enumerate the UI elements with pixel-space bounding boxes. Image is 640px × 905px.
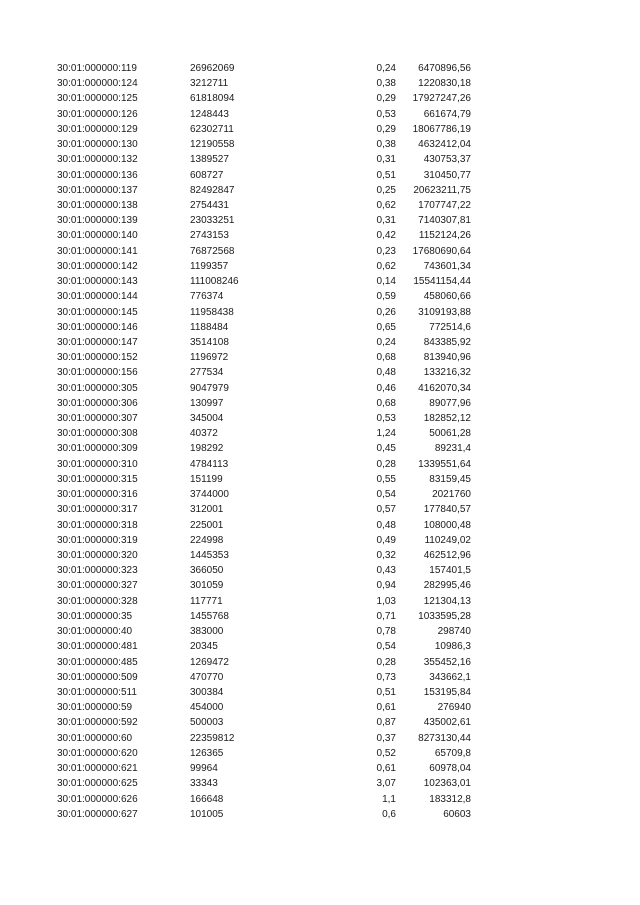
value-cell: 661674,79 <box>423 108 471 120</box>
cadastral-id-cell: 30:01:000000:140 <box>57 230 138 242</box>
cadastral-id-cell: 30:01:000000:317 <box>57 504 138 516</box>
area-cell: 76872568 <box>190 245 235 257</box>
table-row <box>0 381 640 396</box>
value-cell: 157401,5 <box>429 565 471 577</box>
cadastral-id-cell: 30:01:000000:625 <box>57 778 138 790</box>
table-row <box>0 624 640 639</box>
cadastral-id-cell: 30:01:000000:125 <box>57 93 138 105</box>
rate-cell: 0,87 <box>376 717 396 729</box>
value-cell: 282995,46 <box>423 580 471 592</box>
area-cell: 345004 <box>190 413 224 425</box>
rate-cell: 0,73 <box>376 671 396 683</box>
table-row <box>0 487 640 502</box>
rate-cell: 0,14 <box>376 276 396 288</box>
cadastral-id-cell: 30:01:000000:318 <box>57 519 138 531</box>
value-cell: 18067786,19 <box>412 123 471 135</box>
value-cell: 298740 <box>437 626 471 638</box>
table-row <box>0 426 640 441</box>
area-cell: 61818094 <box>190 93 235 105</box>
rate-cell: 0,31 <box>376 154 396 166</box>
cadastral-id-cell: 30:01:000000:60 <box>57 732 133 744</box>
area-cell: 1445353 <box>190 550 229 561</box>
value-cell: 102363,01 <box>423 778 471 790</box>
rate-cell: 1,24 <box>376 428 396 440</box>
table-row <box>0 441 640 456</box>
cadastral-id-cell: 30:01:000000:511 <box>57 686 137 698</box>
value-cell: 843385,92 <box>423 336 471 348</box>
cadastral-id-cell: 30:01:000000:310 <box>57 458 138 470</box>
value-cell: 83159,45 <box>429 473 471 485</box>
rate-cell: 0,51 <box>376 169 396 181</box>
value-cell: 1033595,28 <box>418 610 471 622</box>
table-row <box>0 365 640 380</box>
cadastral-id-cell: 30:01:000000:141 <box>57 245 138 257</box>
rate-cell: 0,48 <box>376 519 396 531</box>
cadastral-id-cell: 30:01:000000:59 <box>57 702 133 714</box>
table-row <box>0 122 640 137</box>
cadastral-id-cell: 30:01:000000:309 <box>57 443 138 455</box>
table-row <box>0 168 640 183</box>
rate-cell: 0,71 <box>376 610 396 622</box>
area-cell: 33343 <box>190 778 218 790</box>
area-cell: 22359812 <box>190 732 235 744</box>
area-cell: 300384 <box>190 686 224 698</box>
rate-cell: 0,29 <box>376 123 396 135</box>
value-cell: 813940,96 <box>423 352 471 364</box>
cadastral-id-cell: 30:01:000000:126 <box>57 108 138 120</box>
value-cell: 4162070,34 <box>418 382 471 394</box>
area-cell: 2754431 <box>190 199 229 211</box>
table-row <box>0 502 640 517</box>
table-row <box>0 807 640 822</box>
rate-cell: 0,51 <box>376 686 396 698</box>
rate-cell: 0,54 <box>376 489 396 501</box>
rate-cell: 0,55 <box>376 473 396 485</box>
value-cell: 17680690,64 <box>412 245 471 257</box>
table-row <box>0 700 640 715</box>
cadastral-id-cell: 30:01:000000:136 <box>57 169 138 181</box>
area-cell: 126365 <box>190 747 224 759</box>
area-cell: 454000 <box>190 702 224 714</box>
value-cell: 133216,32 <box>423 367 471 379</box>
cadastral-id-cell: 30:01:000000:145 <box>57 306 138 318</box>
value-cell: 8273130,44 <box>418 732 471 744</box>
table-row <box>0 198 640 213</box>
rate-cell: 0,62 <box>376 199 396 211</box>
cadastral-id-cell: 30:01:000000:119 <box>57 63 137 74</box>
cadastral-id-cell: 30:01:000000:132 <box>57 154 138 166</box>
cadastral-id-cell: 30:01:000000:620 <box>57 747 138 759</box>
rate-cell: 0,38 <box>376 139 396 151</box>
table-row <box>0 244 640 259</box>
area-cell: 4784113 <box>190 458 229 470</box>
area-cell: 166648 <box>190 793 224 805</box>
rate-cell: 0,53 <box>376 413 396 425</box>
rate-cell: 1,03 <box>376 595 396 607</box>
value-cell: 10986,3 <box>434 641 471 653</box>
area-cell: 151199 <box>190 473 223 485</box>
value-cell: 4632412,04 <box>418 139 471 151</box>
area-cell: 225001 <box>190 519 224 531</box>
area-cell: 130997 <box>190 397 224 409</box>
value-cell: 110249,02 <box>424 534 471 546</box>
area-cell: 11958438 <box>190 306 234 318</box>
rate-cell: 0,61 <box>376 702 396 714</box>
cadastral-id-cell: 30:01:000000:307 <box>57 413 138 425</box>
cadastral-id-cell: 30:01:000000:147 <box>57 336 138 348</box>
table-row <box>0 335 640 350</box>
rate-cell: 0,68 <box>376 352 396 364</box>
value-cell: 435002,61 <box>423 717 471 729</box>
table-row <box>0 655 640 670</box>
rate-cell: 0,45 <box>376 443 396 455</box>
rate-cell: 0,24 <box>376 63 396 74</box>
area-cell: 101005 <box>190 808 224 820</box>
cadastral-id-cell: 30:01:000000:481 <box>57 641 138 653</box>
rate-cell: 0,32 <box>376 550 396 561</box>
value-cell: 458060,66 <box>423 291 471 303</box>
cadastral-id-cell: 30:01:000000:621 <box>57 763 138 775</box>
area-cell: 82492847 <box>190 184 235 196</box>
rate-cell: 0,23 <box>376 245 396 257</box>
cadastral-id-cell: 30:01:000000:328 <box>57 595 138 607</box>
table-row <box>0 152 640 167</box>
area-cell: 312001 <box>190 504 224 516</box>
value-cell: 20623211,75 <box>413 184 471 196</box>
rate-cell: 0,31 <box>376 215 396 227</box>
rate-cell: 0,48 <box>376 367 396 379</box>
area-cell: 1196972 <box>190 352 229 364</box>
cadastral-id-cell: 30:01:000000:152 <box>57 352 138 364</box>
area-cell: 2743153 <box>190 230 229 242</box>
table-row <box>0 594 640 609</box>
area-cell: 470770 <box>190 671 224 683</box>
area-cell: 366050 <box>190 565 224 577</box>
value-cell: 108000,48 <box>423 519 471 531</box>
table-row <box>0 228 640 243</box>
table-row <box>0 350 640 365</box>
value-cell: 65709,8 <box>434 747 471 759</box>
table-row <box>0 685 640 700</box>
area-cell: 500003 <box>190 717 224 729</box>
table-row <box>0 533 640 548</box>
rate-cell: 0,61 <box>376 763 396 775</box>
table-row <box>0 411 640 426</box>
value-cell: 60978,04 <box>429 763 471 775</box>
rate-cell: 0,53 <box>376 108 396 120</box>
cadastral-id-cell: 30:01:000000:146 <box>57 321 138 333</box>
rate-cell: 0,57 <box>376 504 396 516</box>
cadastral-id-cell: 30:01:000000:156 <box>57 367 138 379</box>
area-cell: 117771 <box>190 595 223 607</box>
value-cell: 60603 <box>443 808 471 820</box>
area-cell: 776374 <box>190 291 224 303</box>
data-table <box>0 61 640 822</box>
table-row <box>0 289 640 304</box>
value-cell: 6470896,56 <box>418 63 471 74</box>
area-cell: 12190558 <box>190 139 235 151</box>
cadastral-id-cell: 30:01:000000:130 <box>57 139 138 151</box>
table-row <box>0 457 640 472</box>
cadastral-id-cell: 30:01:000000:592 <box>57 717 138 729</box>
value-cell: 2021760 <box>432 489 471 501</box>
cadastral-id-cell: 30:01:000000:142 <box>57 260 138 272</box>
cadastral-id-cell: 30:01:000000:40 <box>57 626 133 638</box>
table-row <box>0 76 640 91</box>
table-row <box>0 259 640 274</box>
rate-cell: 0,6 <box>382 808 396 820</box>
value-cell: 183312,8 <box>429 793 471 805</box>
area-cell: 1455768 <box>190 610 229 622</box>
table-row <box>0 61 640 76</box>
rate-cell: 1,1 <box>382 793 396 805</box>
area-cell: 99964 <box>190 763 218 775</box>
rate-cell: 0,54 <box>376 641 396 653</box>
value-cell: 153195,84 <box>423 686 471 698</box>
area-cell: 224998 <box>190 534 224 546</box>
area-cell: 3514108 <box>190 336 229 348</box>
area-cell: 23033251 <box>190 215 235 227</box>
cadastral-id-cell: 30:01:000000:315 <box>57 473 138 485</box>
value-cell: 3109193,88 <box>418 306 471 318</box>
cadastral-id-cell: 30:01:000000:143 <box>57 276 138 288</box>
area-cell: 3212711 <box>190 78 229 90</box>
value-cell: 1152124,26 <box>418 230 471 242</box>
table-row <box>0 670 640 685</box>
value-cell: 15541154,44 <box>413 276 471 288</box>
rate-cell: 0,25 <box>376 184 396 196</box>
area-cell: 40372 <box>190 428 218 440</box>
rate-cell: 0,37 <box>376 732 396 744</box>
rate-cell: 0,29 <box>376 93 396 105</box>
rate-cell: 0,68 <box>376 397 396 409</box>
table-row <box>0 776 640 791</box>
cadastral-id-cell: 30:01:000000:627 <box>57 808 138 820</box>
cadastral-id-cell: 30:01:000000:320 <box>57 550 138 561</box>
rate-cell: 0,62 <box>376 260 396 272</box>
cadastral-id-cell: 30:01:000000:35 <box>57 610 133 622</box>
rate-cell: 0,38 <box>376 78 396 90</box>
rate-cell: 0,28 <box>376 458 396 470</box>
cadastral-id-cell: 30:01:000000:319 <box>57 534 138 546</box>
value-cell: 462512,96 <box>423 550 471 561</box>
table-row <box>0 639 640 654</box>
area-cell: 111008246 <box>190 276 239 288</box>
value-cell: 1220830,18 <box>418 78 471 90</box>
value-cell: 177840,57 <box>423 504 471 516</box>
table-row <box>0 305 640 320</box>
value-cell: 17927247,26 <box>412 93 471 105</box>
cadastral-id-cell: 30:01:000000:305 <box>57 382 138 394</box>
rate-cell: 0,65 <box>376 321 396 333</box>
area-cell: 1188484 <box>190 321 229 333</box>
value-cell: 310450,77 <box>423 169 471 181</box>
value-cell: 276940 <box>437 702 471 714</box>
area-cell: 608727 <box>190 169 224 181</box>
table-row <box>0 213 640 228</box>
value-cell: 743601,34 <box>423 260 471 272</box>
value-cell: 89231,4 <box>434 443 471 455</box>
table-row <box>0 396 640 411</box>
value-cell: 772514,6 <box>429 321 471 333</box>
rate-cell: 0,28 <box>376 656 396 668</box>
cadastral-id-cell: 30:01:000000:327 <box>57 580 138 592</box>
area-cell: 3744000 <box>190 489 229 501</box>
table-row <box>0 320 640 335</box>
area-cell: 198292 <box>190 443 224 455</box>
table-row <box>0 563 640 578</box>
value-cell: 430753,37 <box>423 154 471 166</box>
cadastral-id-cell: 30:01:000000:129 <box>57 123 138 135</box>
table-row <box>0 578 640 593</box>
rate-cell: 3,07 <box>376 778 396 790</box>
area-cell: 383000 <box>190 626 224 638</box>
rate-cell: 0,46 <box>376 382 396 394</box>
table-row <box>0 761 640 776</box>
area-cell: 1199357 <box>190 260 229 272</box>
value-cell: 7140307,81 <box>418 215 471 227</box>
value-cell: 121304,13 <box>423 595 471 607</box>
rate-cell: 0,52 <box>376 747 396 759</box>
cadastral-id-cell: 30:01:000000:139 <box>57 215 138 227</box>
table-row <box>0 715 640 730</box>
cadastral-id-cell: 30:01:000000:626 <box>57 793 138 805</box>
rate-cell: 0,94 <box>376 580 396 592</box>
area-cell: 277534 <box>190 367 224 379</box>
rate-cell: 0,78 <box>376 626 396 638</box>
rate-cell: 0,26 <box>376 306 396 318</box>
table-row <box>0 137 640 152</box>
area-cell: 26962069 <box>190 63 235 74</box>
table-row <box>0 274 640 289</box>
table-row <box>0 731 640 746</box>
table-row <box>0 548 640 563</box>
value-cell: 89077,96 <box>429 397 471 409</box>
rate-cell: 0,24 <box>376 336 396 348</box>
area-cell: 1269472 <box>190 656 229 668</box>
cadastral-id-cell: 30:01:000000:316 <box>57 489 138 501</box>
rate-cell: 0,59 <box>376 291 396 303</box>
table-row <box>0 792 640 807</box>
area-cell: 62302711 <box>190 123 234 135</box>
cadastral-id-cell: 30:01:000000:137 <box>57 184 138 196</box>
rate-cell: 0,49 <box>376 534 396 546</box>
table-row <box>0 91 640 106</box>
area-cell: 301059 <box>190 580 224 592</box>
cadastral-id-cell: 30:01:000000:138 <box>57 199 138 211</box>
area-cell: 1248443 <box>190 108 229 120</box>
table-row <box>0 746 640 761</box>
value-cell: 1707747,22 <box>418 199 471 211</box>
cadastral-id-cell: 30:01:000000:144 <box>57 291 138 303</box>
table-row <box>0 518 640 533</box>
table-row <box>0 107 640 122</box>
cadastral-id-cell: 30:01:000000:306 <box>57 397 138 409</box>
table-row <box>0 609 640 624</box>
table-row <box>0 472 640 487</box>
value-cell: 355452,16 <box>423 656 471 668</box>
table-row <box>0 183 640 198</box>
cadastral-id-cell: 30:01:000000:124 <box>57 78 138 90</box>
cadastral-id-cell: 30:01:000000:485 <box>57 656 138 668</box>
area-cell: 9047979 <box>190 382 229 394</box>
rate-cell: 0,42 <box>376 230 396 242</box>
area-cell: 1389527 <box>190 154 229 166</box>
area-cell: 20345 <box>190 641 218 653</box>
value-cell: 1339551,64 <box>418 458 471 470</box>
rate-cell: 0,43 <box>376 565 396 577</box>
cadastral-id-cell: 30:01:000000:323 <box>57 565 138 577</box>
cadastral-id-cell: 30:01:000000:308 <box>57 428 138 440</box>
value-cell: 50061,28 <box>429 428 471 440</box>
value-cell: 343662,1 <box>429 671 471 683</box>
cadastral-id-cell: 30:01:000000:509 <box>57 671 138 683</box>
value-cell: 182852,12 <box>423 413 471 425</box>
